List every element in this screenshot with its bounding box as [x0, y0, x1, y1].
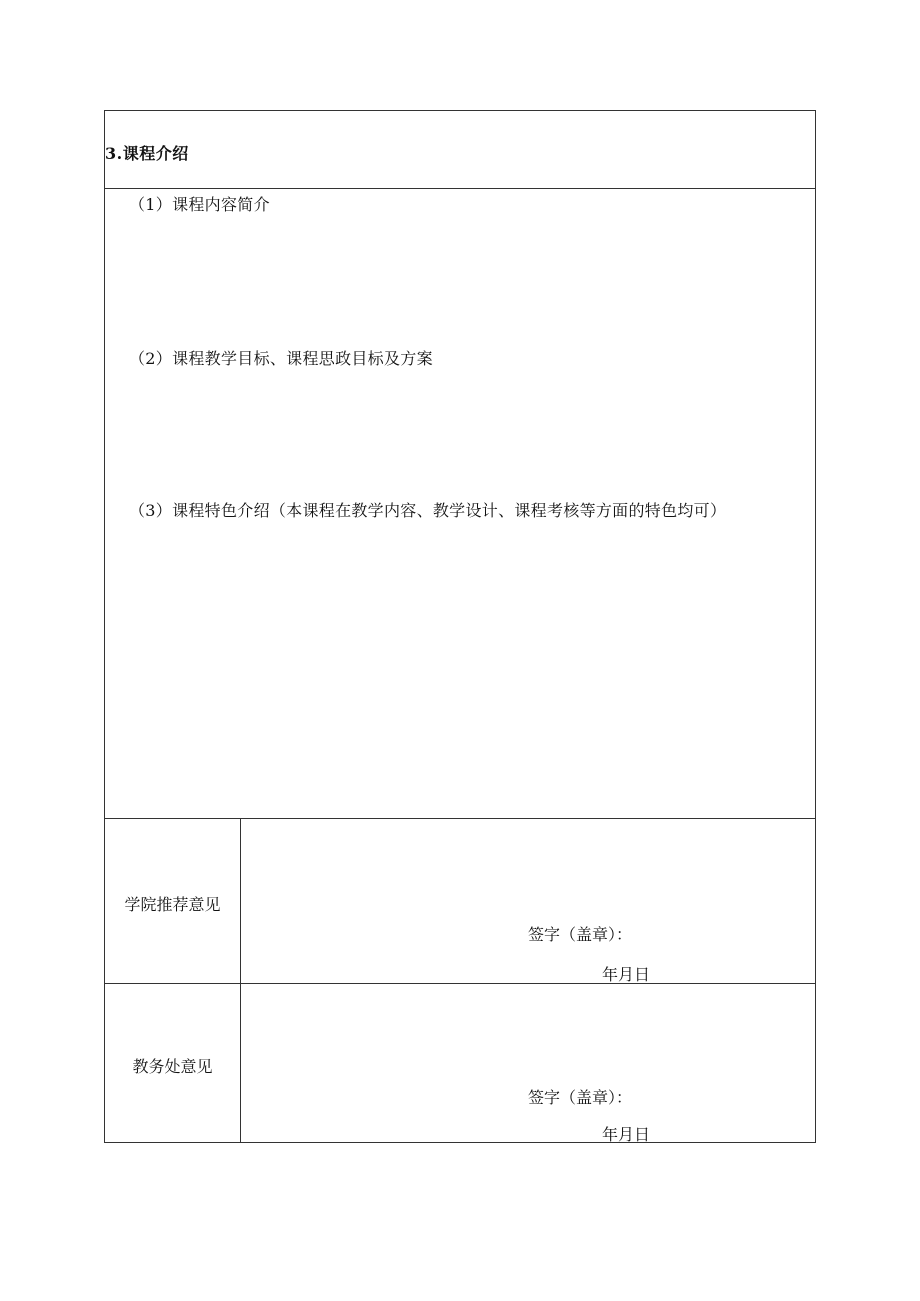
section-title: 3.课程介绍	[105, 144, 189, 163]
office-opinion-row	[105, 984, 815, 1142]
college-signature-label: 签字（盖章）：	[528, 925, 633, 944]
course-form-table	[104, 110, 816, 1143]
college-date-label: 年月日	[602, 965, 651, 984]
course-intro-body	[105, 189, 815, 819]
office-opinion-label-cell	[105, 984, 241, 1142]
office-signature-label: 签字（盖章）：	[528, 1088, 633, 1107]
college-opinion-row	[105, 819, 815, 984]
college-opinion-label: 学院推荐意见	[124, 895, 221, 914]
office-opinion-field[interactable]	[241, 984, 815, 1142]
item-teaching-goals: （2）课程教学目标、课程思政目标及方案	[129, 349, 433, 368]
college-opinion-label-cell	[105, 819, 241, 983]
office-date-label: 年月日	[602, 1125, 651, 1144]
item-content-summary: （1）课程内容简介	[129, 195, 270, 214]
section-header-row	[105, 111, 815, 189]
office-opinion-label: 教务处意见	[132, 1057, 213, 1076]
college-opinion-field[interactable]	[241, 819, 815, 983]
item-course-features: （3）课程特色介绍（本课程在教学内容、教学设计、课程考核等方面的特色均可）	[129, 501, 727, 520]
